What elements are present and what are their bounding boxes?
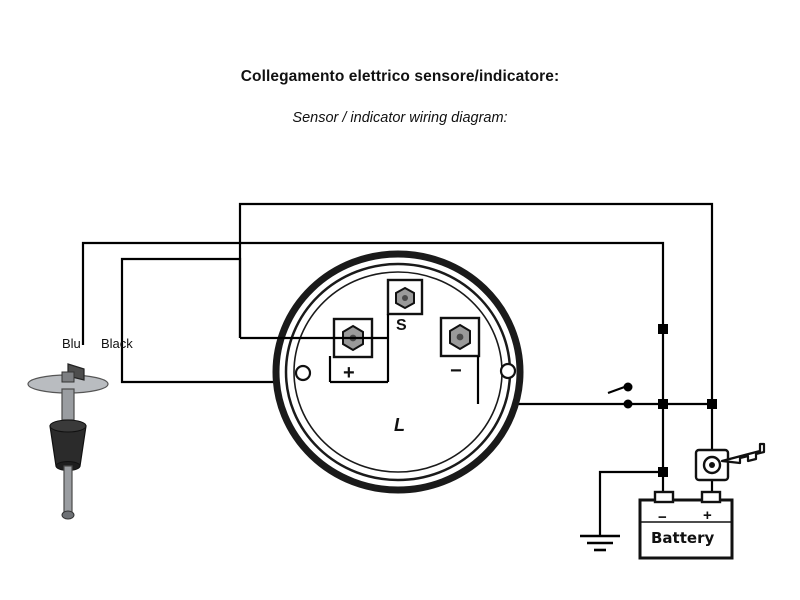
page-title-english: Sensor / indicator wiring diagram: xyxy=(292,110,508,126)
ground-symbol xyxy=(580,536,620,550)
gauge-hole-right xyxy=(501,364,515,378)
label-battery-negative: − xyxy=(658,509,667,526)
terminal-s xyxy=(388,280,422,314)
gauge-indicator xyxy=(240,254,520,490)
gauge-hole-left xyxy=(296,366,310,380)
switch-contact-upper xyxy=(624,383,633,392)
battery-terminal-negative xyxy=(655,492,673,502)
label-terminal-s: S xyxy=(396,317,407,334)
junction-node-bus xyxy=(707,399,717,409)
wire-black-branch xyxy=(122,259,240,338)
label-battery: Battery xyxy=(651,529,715,547)
label-terminal-l: L xyxy=(394,415,405,435)
ignition-key-switch[interactable] xyxy=(696,444,764,480)
label-blu: Blu xyxy=(62,336,81,351)
junction-node-right-upper xyxy=(658,324,668,334)
label-black: Black xyxy=(101,336,133,351)
junction-node-right-mid xyxy=(658,399,668,409)
switch-contact-lower xyxy=(624,400,633,409)
fuel-level-sender xyxy=(28,364,108,519)
terminal-minus xyxy=(441,318,479,356)
label-battery-positive: + xyxy=(703,507,712,524)
battery xyxy=(640,492,732,558)
label-terminal-minus: − xyxy=(450,360,462,382)
battery-terminal-positive xyxy=(702,492,720,502)
label-terminal-plus: + xyxy=(343,362,355,384)
page-title-italian: Collegamento elettrico sensore/indicatore: xyxy=(240,68,560,85)
junction-node-battery-neg xyxy=(658,467,668,477)
